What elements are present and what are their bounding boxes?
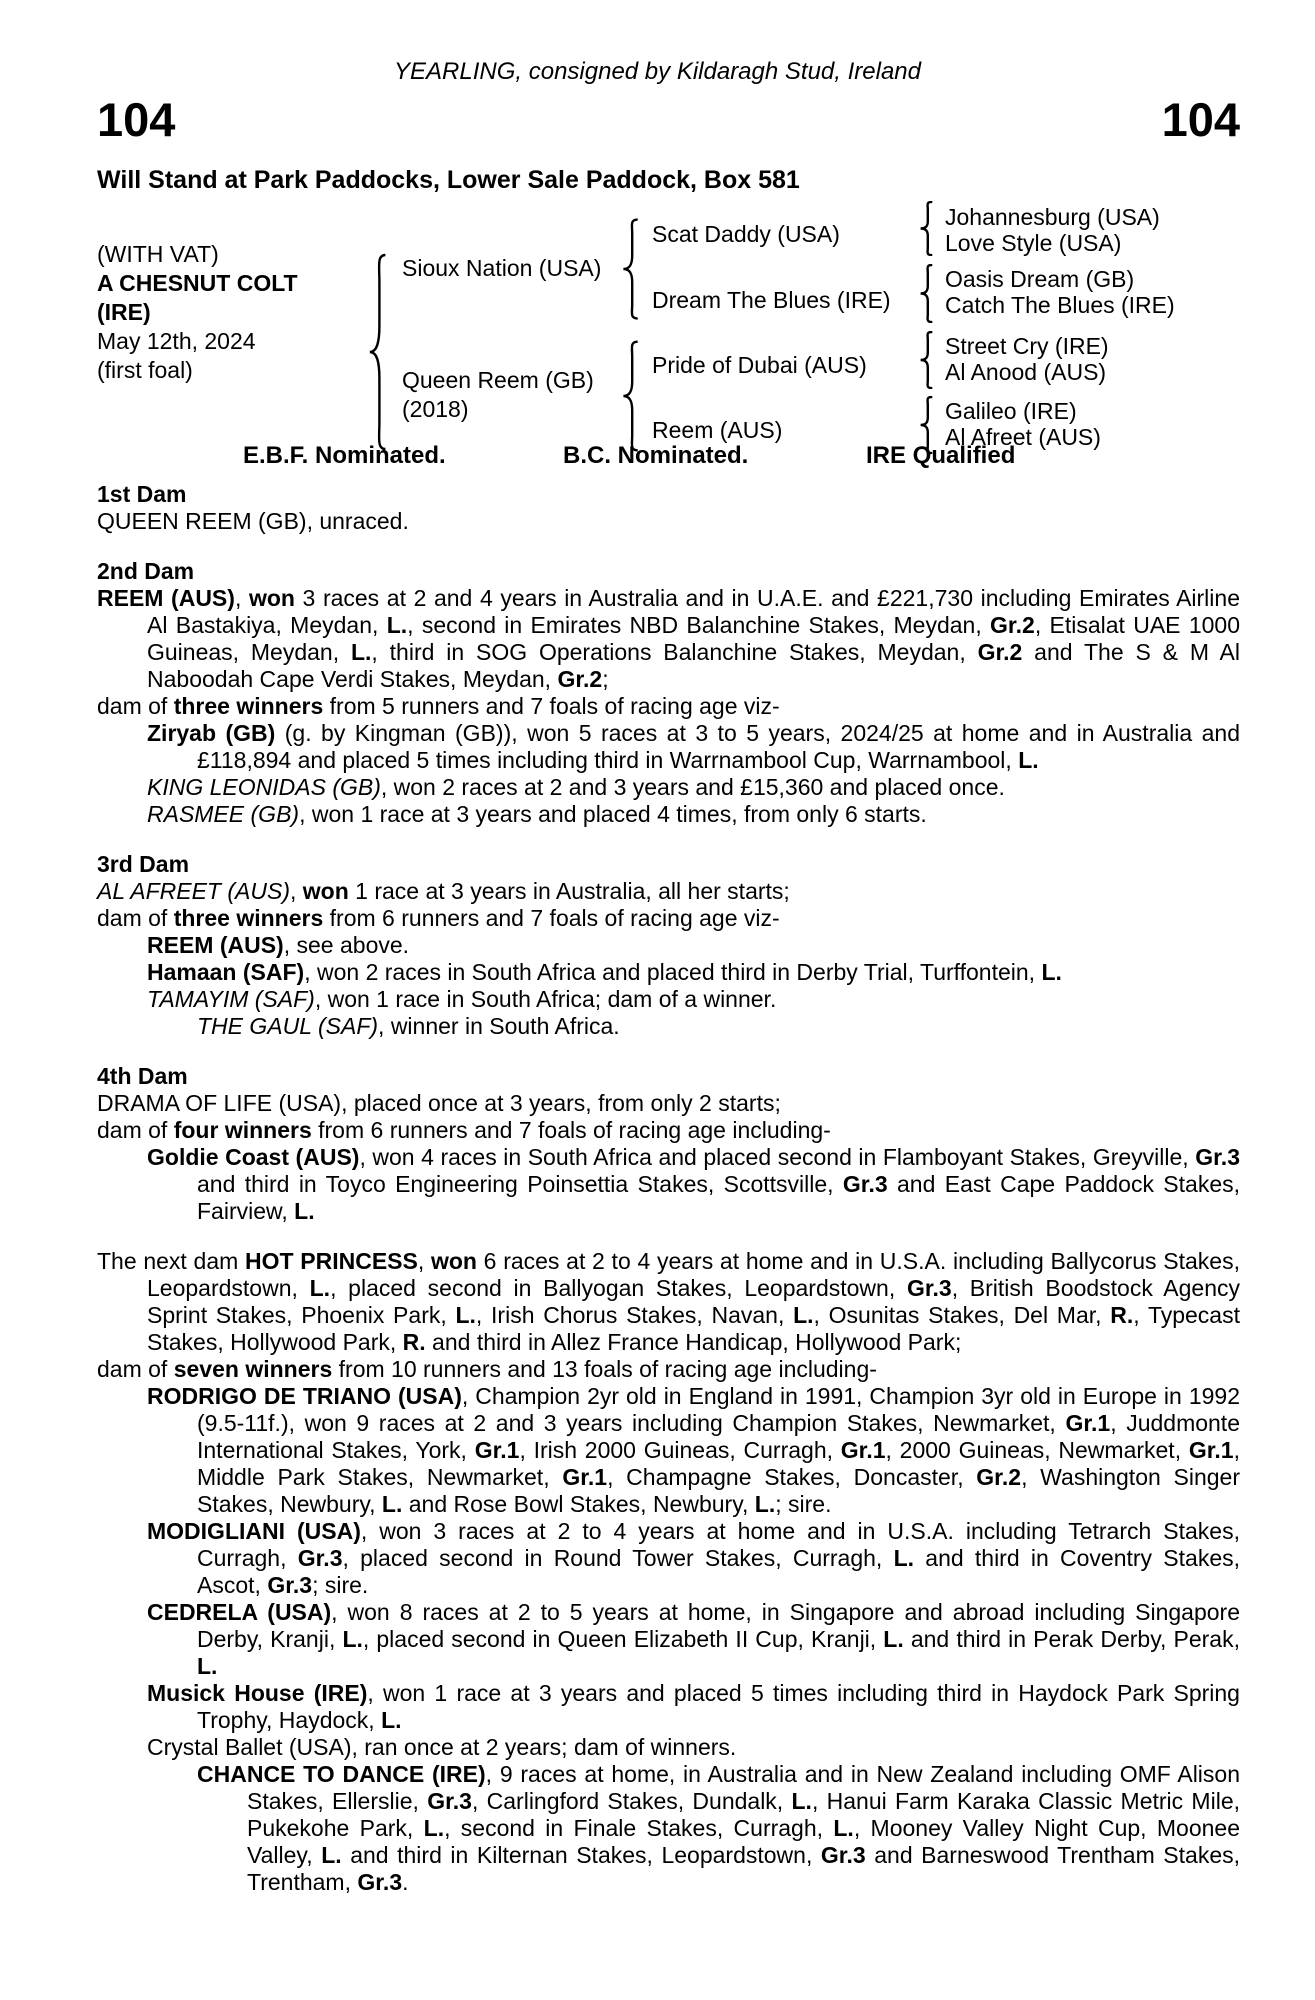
dam-section bbox=[97, 558, 1240, 828]
text-run: L. bbox=[893, 1545, 915, 1571]
pedigree-brace-icon bbox=[917, 264, 935, 323]
pedigree-paragraph bbox=[97, 1090, 1240, 1117]
section-heading: 1st Dam bbox=[97, 481, 187, 507]
dam-sire-name: Pride of Dubai (AUS) bbox=[652, 352, 867, 378]
pedigree-paragraph bbox=[97, 508, 1240, 535]
text-run: L. bbox=[342, 1626, 363, 1652]
vat-note: (WITH VAT) bbox=[97, 241, 219, 267]
text-run: and East Cape Paddock Stakes, Fairview, bbox=[197, 1171, 1241, 1224]
text-run: , second in Finale Stakes, Curragh, bbox=[444, 1815, 834, 1841]
text-run: HOT PRINCESS bbox=[245, 1248, 418, 1274]
text-run: R. bbox=[402, 1329, 426, 1355]
pedigree-tree bbox=[97, 200, 1257, 458]
text-run: Gr.3 bbox=[427, 1788, 472, 1814]
section-heading: 4th Dam bbox=[97, 1063, 188, 1089]
text-run: . bbox=[402, 1869, 409, 1895]
text-run: Crystal Ballet (USA), ran once at 2 years; dam of winners. bbox=[147, 1734, 737, 1760]
text-run: , won 2 races at 2 and 3 years and £15,360 and placed once. bbox=[380, 774, 1005, 800]
text-run: , third in SOG Operations Balanchine Stakes, Meydan, bbox=[371, 639, 978, 665]
text-run: AL AFREET (AUS) bbox=[97, 878, 290, 904]
text-run: Gr.2 bbox=[557, 666, 603, 692]
text-run: RODRIGO DE TRIANO (USA) bbox=[147, 1383, 462, 1409]
pedigree-paragraph bbox=[97, 878, 1240, 905]
text-run: L. bbox=[309, 1275, 331, 1301]
text-run: Goldie Coast (AUS) bbox=[147, 1144, 360, 1170]
dam-section bbox=[97, 851, 1240, 1040]
text-run: , bbox=[289, 878, 303, 904]
text-run: , 2000 Guineas, Newmarket, bbox=[885, 1437, 1189, 1463]
text-run: REEM (AUS) bbox=[147, 932, 284, 958]
pedigree-paragraph bbox=[97, 774, 1240, 801]
text-run: KING LEONIDAS (GB) bbox=[147, 774, 381, 800]
text-run: L. bbox=[1041, 959, 1062, 985]
text-run: MODIGLIANI (USA) bbox=[147, 1518, 361, 1544]
text-run: , placed second in Round Tower Stakes, Curragh, bbox=[342, 1545, 894, 1571]
lot-number-left: 104 bbox=[97, 93, 176, 146]
text-run: Gr.1 bbox=[562, 1464, 608, 1490]
text-run: , won 4 races in South Africa and placed second in Flamboyant Stakes, Greyville, bbox=[359, 1144, 1196, 1170]
text-run: L. bbox=[791, 1788, 812, 1814]
text-run: , won 8 races at 2 to 5 years at home, in Singapore and abroad including Singapore Derby, Kranji, bbox=[197, 1599, 1240, 1652]
ire-qualified-label: IRE Qualified bbox=[866, 442, 1016, 469]
text-run: , winner in South Africa. bbox=[378, 1013, 620, 1039]
pedigree-paragraph bbox=[97, 959, 1240, 986]
text-run: L. bbox=[754, 1491, 776, 1517]
ancestor-name: Catch The Blues (IRE) bbox=[945, 292, 1175, 318]
pedigree-paragraph bbox=[97, 1356, 1240, 1383]
text-run: , 9 races at home, in Australia and in New Zealand including OMF Alison Stakes, Ellerslie, bbox=[247, 1761, 1240, 1814]
text-run: L. bbox=[294, 1198, 315, 1224]
pedigree-paragraph bbox=[97, 1518, 1240, 1599]
text-run: L. bbox=[321, 1842, 342, 1868]
text-run: won bbox=[430, 1248, 477, 1274]
text-run: The next dam bbox=[97, 1248, 245, 1274]
text-run: , Champion 2yr old in England in 1991, Champion 3yr old in Europe in 1992 (9.5-11f.), won 9 races at 2 and 3 years including Champion Stakes, Newmarket, bbox=[197, 1383, 1240, 1436]
text-run: , placed second in Queen Elizabeth II Cup, Kranji, bbox=[362, 1626, 884, 1652]
text-run: 6 races at 2 to 4 years at home and in U.S.A. including Ballycorus Stakes, Leopardstown, bbox=[147, 1248, 1240, 1301]
pedigree-paragraph bbox=[97, 693, 1240, 720]
text-run: and The S & M Al Naboodah Cape Verdi Stakes, Meydan, bbox=[147, 639, 1240, 692]
pedigree-paragraph bbox=[97, 1383, 1240, 1518]
text-run: dam of bbox=[97, 1117, 174, 1143]
sire-name: Sioux Nation (USA) bbox=[402, 255, 602, 281]
text-run: , bbox=[234, 585, 249, 611]
text-run: , second in Emirates NBD Balanchine Stakes, Meydan, bbox=[407, 612, 991, 638]
text-run: TAMAYIM (SAF) bbox=[147, 986, 315, 1012]
text-run: Gr.3 bbox=[1195, 1144, 1240, 1170]
text-run: Gr.3 bbox=[267, 1572, 313, 1598]
text-run: L. bbox=[883, 1626, 904, 1652]
text-run: L. bbox=[455, 1302, 476, 1328]
text-run: and third in Allez France Handicap, Hollywood Park; bbox=[425, 1329, 962, 1355]
text-run: Gr.1 bbox=[474, 1437, 520, 1463]
text-run: R. bbox=[1110, 1302, 1134, 1328]
sire-dam-name: Dream The Blues (IRE) bbox=[652, 287, 891, 313]
section-heading: 2nd Dam bbox=[97, 558, 195, 584]
pedigree-paragraph bbox=[97, 1680, 1240, 1734]
dam-name-block bbox=[402, 366, 594, 424]
great-grandparent-pair bbox=[945, 266, 1175, 318]
text-run: , bbox=[417, 1248, 431, 1274]
text-run: and third in Kilternan Stakes, Leopardstown, bbox=[341, 1842, 821, 1868]
text-run: L. bbox=[1018, 747, 1039, 773]
text-run: , Typecast Stakes, Hollywood Park, bbox=[147, 1302, 1240, 1355]
text-run: , won 1 race at 3 years and placed 4 times, from only 6 starts. bbox=[299, 801, 927, 827]
pedigree-paragraph bbox=[97, 1599, 1240, 1680]
text-run: REEM (AUS) bbox=[97, 585, 235, 611]
text-run: , won 1 race at 3 years and placed 5 times including third in Haydock Park Spring Trophy, Haydock, bbox=[197, 1680, 1240, 1733]
text-run: Gr.3 bbox=[357, 1869, 403, 1895]
text-run: 1 race at 3 years in Australia, all her starts; bbox=[348, 878, 790, 904]
pedigree-paragraph bbox=[97, 932, 1240, 959]
text-run: Gr.3 bbox=[906, 1275, 952, 1301]
dam-name: Queen Reem (GB) bbox=[402, 367, 594, 393]
text-run: and third in Toyco Engineering Poinsettia Stakes, Scottsville, bbox=[197, 1171, 843, 1197]
horse-suffix: (IRE) bbox=[97, 299, 151, 325]
text-run: DRAMA OF LIFE (USA), placed once at 3 years, from only 2 starts; bbox=[97, 1090, 781, 1116]
text-run: Gr.2 bbox=[977, 639, 1023, 665]
text-run: THE GAUL (SAF) bbox=[197, 1013, 379, 1039]
text-run: , won 1 race in South Africa; dam of a winner. bbox=[314, 986, 777, 1012]
ancestor-name: Love Style (USA) bbox=[945, 230, 1122, 256]
ancestor-name: Oasis Dream (GB) bbox=[945, 266, 1135, 292]
text-run: ; sire. bbox=[775, 1491, 832, 1517]
text-run: from 6 runners and 7 foals of racing age viz- bbox=[323, 905, 780, 931]
text-run: and Rose Bowl Stakes, Newbury, bbox=[402, 1491, 755, 1517]
text-run: , British Boodstock Agency Sprint Stakes, Phoenix Park, bbox=[147, 1275, 1240, 1328]
nominations-line bbox=[0, 442, 1315, 472]
text-run: , Osunitas Stakes, Del Mar, bbox=[813, 1302, 1111, 1328]
text-run: , Middle Park Stakes, Newmarket, bbox=[197, 1437, 1240, 1490]
text-run: , Washington Singer Stakes, Newbury, bbox=[197, 1464, 1240, 1517]
text-run: Gr.1 bbox=[840, 1437, 886, 1463]
text-run: L. bbox=[793, 1302, 814, 1328]
pedigree-paragraph bbox=[97, 585, 1240, 693]
dam-year: (2018) bbox=[402, 396, 469, 422]
dam-section bbox=[97, 481, 1240, 535]
pedigree-paragraph bbox=[97, 905, 1240, 932]
text-run: Gr.3 bbox=[842, 1171, 888, 1197]
text-run: three winners bbox=[173, 693, 324, 719]
foaling-date: May 12th, 2024 bbox=[97, 328, 256, 354]
text-run: won bbox=[302, 878, 349, 904]
text-run: L. bbox=[386, 612, 408, 638]
pedigree-paragraph bbox=[97, 1117, 1240, 1144]
text-run: , Mooney Valley Night Cup, Moonee Valley, bbox=[247, 1815, 1240, 1868]
pedigree-brace-icon bbox=[917, 331, 935, 389]
ancestor-name: Al Anood (AUS) bbox=[945, 359, 1107, 385]
foal-note: (first foal) bbox=[97, 357, 193, 383]
dam-dam-name: Reem (AUS) bbox=[652, 417, 783, 443]
text-run: , won 2 races in South Africa and placed third in Derby Trial, Turffontein, bbox=[304, 959, 1042, 985]
text-run: , Irish Chorus Stakes, Navan, bbox=[475, 1302, 794, 1328]
pedigree-paragraph bbox=[97, 1248, 1240, 1356]
text-run: Musick House (IRE) bbox=[147, 1680, 368, 1706]
consignor-line: YEARLING, consigned by Kildaragh Stud, Ireland bbox=[394, 58, 921, 85]
ancestor-name: Al Afreet (AUS) bbox=[945, 424, 1101, 450]
text-run: won bbox=[248, 585, 295, 611]
text-run: and third in Perak Derby, Perak, bbox=[903, 1626, 1240, 1652]
ancestor-name: Street Cry (IRE) bbox=[945, 333, 1109, 359]
text-run: L. bbox=[833, 1815, 854, 1841]
text-run: L. bbox=[350, 639, 372, 665]
text-run: three winners bbox=[173, 905, 324, 931]
text-run: L. bbox=[381, 1707, 402, 1733]
text-run: , Irish 2000 Guineas, Curragh, bbox=[519, 1437, 841, 1463]
text-run: Gr.3 bbox=[297, 1545, 343, 1571]
text-run: and Barneswood Trentham Stakes, Trentham, bbox=[247, 1842, 1241, 1895]
pedigree-paragraph bbox=[97, 1013, 1240, 1040]
text-run: , Etisalat UAE 1000 Guineas, Meydan, bbox=[147, 612, 1240, 665]
text-run: from 6 runners and 7 foals of racing age including- bbox=[311, 1117, 831, 1143]
pedigree-paragraph bbox=[97, 1144, 1240, 1225]
text-run: , Champagne Stakes, Doncaster, bbox=[607, 1464, 977, 1490]
text-run: , won 3 races at 2 to 4 years at home and in U.S.A. including Tetrarch Stakes, Curragh, bbox=[197, 1518, 1240, 1571]
pedigree-paragraph bbox=[97, 1734, 1240, 1761]
pedigree-brace-icon bbox=[619, 340, 641, 452]
dam-section bbox=[97, 1063, 1240, 1225]
text-run: four winners bbox=[173, 1117, 312, 1143]
text-run: QUEEN REEM (GB), unraced. bbox=[97, 508, 409, 534]
text-run: dam of bbox=[97, 693, 174, 719]
text-run: Ziryab (GB) bbox=[147, 720, 276, 746]
text-run: , see above. bbox=[283, 932, 410, 958]
ancestor-name: Johannesburg (USA) bbox=[945, 204, 1160, 230]
great-grandparent-pair bbox=[945, 204, 1160, 256]
text-run: from 5 runners and 7 foals of racing age viz- bbox=[323, 693, 780, 719]
great-grandparent-pair bbox=[945, 333, 1109, 385]
text-run: RASMEE (GB) bbox=[147, 801, 300, 827]
text-run: 3 races at 2 and 4 years in Australia and in U.A.E. and £221,730 including Emirates Airline Al Bastakiya, Meydan, bbox=[147, 585, 1240, 638]
sire-sire-name: Scat Daddy (USA) bbox=[652, 221, 840, 247]
text-run: CEDRELA (USA) bbox=[147, 1599, 332, 1625]
text-run: Gr.1 bbox=[1065, 1410, 1111, 1436]
text-run: , placed second in Ballyogan Stakes, Leopardstown, bbox=[330, 1275, 907, 1301]
dam-sections bbox=[97, 481, 1240, 1896]
text-run: (g. by Kingman (GB)), won 5 races at 3 to 5 years, 2024/25 at home and in Australia and £118,894 and placed 5 times including third in Warrnambool Cup, Warrnambool, bbox=[197, 720, 1240, 773]
pedigree-brace-icon bbox=[619, 218, 641, 320]
text-run: Gr.1 bbox=[1188, 1437, 1234, 1463]
bc-nominated-label: B.C. Nominated. bbox=[563, 442, 749, 469]
ebf-nominated-label: E.B.F. Nominated. bbox=[243, 442, 446, 469]
text-run: seven winners bbox=[173, 1356, 333, 1382]
pedigree-brace-icon bbox=[365, 252, 389, 452]
lot-number-right: 104 bbox=[1161, 93, 1240, 146]
dam-section bbox=[97, 1248, 1240, 1896]
text-run: Hamaan (SAF) bbox=[147, 959, 305, 985]
text-run: Gr.3 bbox=[820, 1842, 866, 1868]
text-run: L. bbox=[381, 1491, 403, 1517]
text-run: , Hanui Farm Karaka Classic Metric Mile, Pukekohe Park, bbox=[247, 1788, 1240, 1841]
text-run: from 10 runners and 13 foals of racing age including- bbox=[332, 1356, 877, 1382]
section-heading: 3rd Dam bbox=[97, 851, 190, 877]
text-run: L. bbox=[423, 1815, 445, 1841]
text-run: Gr.2 bbox=[976, 1464, 1022, 1490]
text-run: , Juddmonte International Stakes, York, bbox=[197, 1410, 1240, 1463]
text-run: , Carlingford Stakes, Dundalk, bbox=[471, 1788, 792, 1814]
text-run: ; sire. bbox=[312, 1572, 369, 1598]
pedigree-brace-icon bbox=[917, 201, 935, 256]
text-run: L. bbox=[197, 1653, 218, 1679]
horse-name: A CHESNUT COLT bbox=[97, 270, 298, 296]
text-run: dam of bbox=[97, 1356, 174, 1382]
colt-info bbox=[97, 240, 298, 385]
text-run: ; bbox=[602, 666, 609, 692]
text-run: Gr.2 bbox=[990, 612, 1035, 638]
stand-location-line: Will Stand at Park Paddocks, Lower Sale Paddock, Box 581 bbox=[97, 166, 800, 194]
pedigree-paragraph bbox=[97, 801, 1240, 828]
pedigree-paragraph bbox=[97, 986, 1240, 1013]
text-run: and third in Coventry Stakes, Ascot, bbox=[197, 1545, 1240, 1598]
text-run: CHANCE TO DANCE (IRE) bbox=[197, 1761, 486, 1787]
text-run: dam of bbox=[97, 905, 174, 931]
pedigree-paragraph bbox=[97, 1761, 1240, 1896]
pedigree-paragraph bbox=[97, 720, 1240, 774]
ancestor-name: Galileo (IRE) bbox=[945, 398, 1077, 424]
